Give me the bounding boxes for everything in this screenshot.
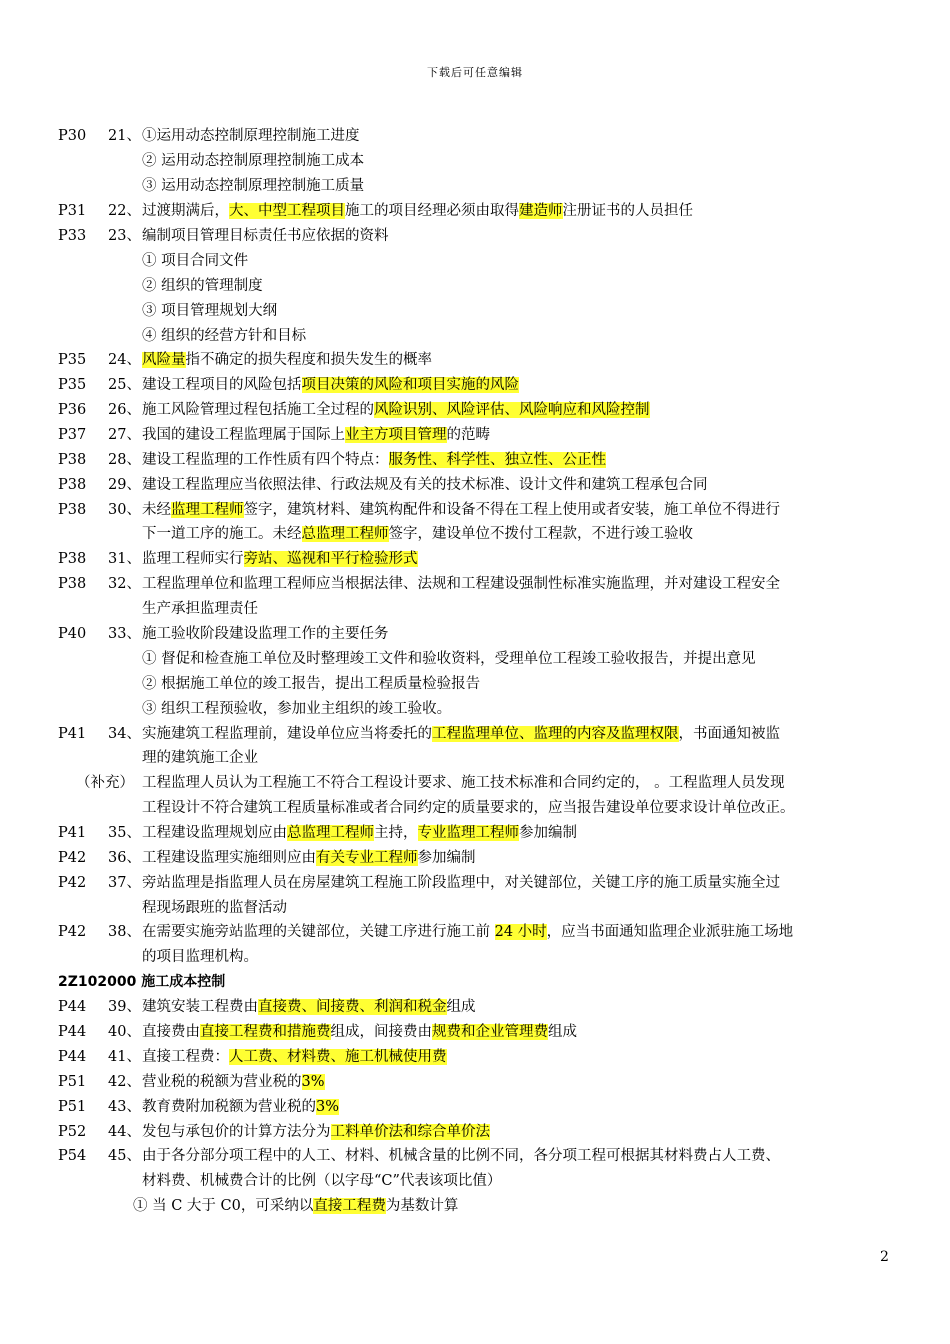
text-segment: 发包与承包价的计算方法分为 bbox=[142, 1124, 331, 1140]
sub-item: ③ 组织工程预验收，参加业主组织的竣工验收。 bbox=[142, 701, 452, 717]
text-segment: 组成，间接费由 bbox=[330, 1024, 432, 1040]
page-ref: P42 bbox=[58, 850, 87, 866]
sub-item: ④ 组织的经营方针和目标 bbox=[142, 328, 307, 344]
highlight: 3% bbox=[316, 1099, 340, 1115]
sub-item: ③ 项目管理规划大纲 bbox=[142, 303, 278, 319]
page-ref: P30 bbox=[58, 128, 87, 144]
item-number: 43、 bbox=[108, 1099, 141, 1115]
item-text: 由于各分部分项工程中的人工、材料、机械含量的比例不同，各分项工程可根据其材料费占人工费、 bbox=[142, 1148, 780, 1164]
item-42 bbox=[0, 1070, 950, 1095]
page-ref: P40 bbox=[58, 626, 87, 642]
item-number: 36、 bbox=[108, 850, 141, 866]
page-header: 下载后可任意编辑 bbox=[427, 66, 523, 79]
highlight: 人工费、材料费、施工机械使用费 bbox=[229, 1049, 447, 1065]
page-ref: P38 bbox=[58, 502, 87, 518]
page-ref: P44 bbox=[58, 999, 87, 1015]
item-text: 程现场跟班的监督活动 bbox=[142, 900, 287, 916]
item-44 bbox=[0, 1120, 950, 1145]
item-text bbox=[142, 846, 476, 870]
item-26 bbox=[0, 398, 950, 423]
item-21 bbox=[0, 124, 950, 149]
item-number: 31、 bbox=[108, 551, 141, 567]
item-text bbox=[142, 199, 693, 223]
highlight: 24 小时 bbox=[494, 924, 547, 940]
item-text: 理的建筑施工企业 bbox=[142, 750, 258, 766]
page-ref: P51 bbox=[58, 1099, 87, 1115]
page-ref: P35 bbox=[58, 377, 87, 393]
highlight: 工料单价法和综合单价法 bbox=[330, 1124, 490, 1140]
item-text: 的项目监理机构。 bbox=[142, 949, 258, 965]
page-ref: P44 bbox=[58, 1024, 87, 1040]
item-text: 建设工程监理应当依照法律、行政法规及有关的技术标准、设计文件和建筑工程承包合同 bbox=[142, 477, 708, 493]
highlight: 风险识别、风险评估、风险响应和风险控制 bbox=[374, 402, 650, 418]
item-21-sub bbox=[0, 149, 950, 174]
item-number: 41、 bbox=[108, 1049, 141, 1065]
highlight: 直接工程费和措施费 bbox=[200, 1024, 331, 1040]
item-33 bbox=[0, 622, 950, 647]
item-text: 生产承担监理责任 bbox=[142, 601, 258, 617]
item-text: 施工验收阶段建设监理工作的主要任务 bbox=[142, 626, 389, 642]
highlight: 建造师 bbox=[519, 203, 563, 219]
item-45-cont bbox=[0, 1169, 950, 1194]
item-33-sub bbox=[0, 647, 950, 672]
highlight: 直接工程费 bbox=[313, 1198, 386, 1214]
item-number: 23、 bbox=[108, 228, 141, 244]
page-ref: P37 bbox=[58, 427, 87, 443]
item-number: 29、 bbox=[108, 477, 141, 493]
item-number: 24、 bbox=[108, 352, 141, 368]
item-text bbox=[142, 348, 432, 372]
item-23-sub bbox=[0, 299, 950, 324]
item-36 bbox=[0, 846, 950, 871]
item-number: 25、 bbox=[108, 377, 141, 393]
item-text bbox=[142, 522, 693, 546]
page-ref: P52 bbox=[58, 1124, 87, 1140]
highlight: 风险量 bbox=[142, 352, 186, 368]
item-number: 28、 bbox=[108, 452, 141, 468]
text-segment: 建筑安装工程费由 bbox=[142, 999, 258, 1015]
page-ref: P44 bbox=[58, 1049, 87, 1065]
text-segment: ，书面通知被监 bbox=[678, 726, 780, 742]
page-ref: P33 bbox=[58, 228, 87, 244]
item-30-cont bbox=[0, 522, 950, 547]
supplement bbox=[0, 771, 950, 796]
text-segment: 实施建筑工程监理前，建设单位应当将委托的 bbox=[142, 726, 432, 742]
text-segment: 下一道工序的施工。未经 bbox=[142, 526, 302, 542]
text-segment: 的范畴 bbox=[446, 427, 490, 443]
page-ref: P41 bbox=[58, 726, 87, 742]
item-34-cont bbox=[0, 746, 950, 771]
item-43 bbox=[0, 1095, 950, 1120]
item-number: 35、 bbox=[108, 825, 141, 841]
item-24 bbox=[0, 348, 950, 373]
item-text: 工程监理单位和监理工程师应当根据法律、法规和工程建设强制性标准实施监理，并对建设工程安全 bbox=[142, 576, 780, 592]
text-segment: 工程建设监理实施细则应由 bbox=[142, 850, 316, 866]
highlight: 规费和企业管理费 bbox=[432, 1024, 548, 1040]
item-45-sub bbox=[0, 1194, 950, 1219]
highlight: 监理工程师 bbox=[171, 502, 244, 518]
item-text bbox=[142, 722, 780, 746]
sub-item: ① 督促和检查施工单位及时整理竣工文件和验收资料，受理单位工程竣工验收报告，并提出意见 bbox=[142, 651, 756, 667]
item-text bbox=[142, 398, 650, 422]
item-31 bbox=[0, 547, 950, 572]
page-ref: P51 bbox=[58, 1074, 87, 1090]
text-segment: 教育费附加税额为营业税的 bbox=[142, 1099, 316, 1115]
text-segment: 未经 bbox=[142, 502, 171, 518]
item-39 bbox=[0, 995, 950, 1020]
item-number: 37、 bbox=[108, 875, 141, 891]
item-30 bbox=[0, 498, 950, 523]
text-segment: 营业税的税额为营业税的 bbox=[142, 1074, 302, 1090]
item-number: 27、 bbox=[108, 427, 141, 443]
item-41 bbox=[0, 1045, 950, 1070]
text-segment: ① 当 C 大于 C0，可采纳以 bbox=[133, 1198, 314, 1214]
item-28 bbox=[0, 448, 950, 473]
item-text: 旁站监理是指监理人员在房屋建筑工程施工阶段监理中，对关键部位，关键工序的施工质量实施全过 bbox=[142, 875, 780, 891]
item-32-cont bbox=[0, 597, 950, 622]
item-number: 40、 bbox=[108, 1024, 141, 1040]
item-29 bbox=[0, 473, 950, 498]
item-number: 38、 bbox=[108, 924, 141, 940]
highlight: 工程监理单位、监理的内容及监理权限 bbox=[432, 726, 679, 742]
text-segment: 工程建设监理规划应由 bbox=[142, 825, 287, 841]
item-text bbox=[142, 920, 793, 944]
item-text bbox=[142, 1045, 447, 1069]
text-segment: 过渡期满后， bbox=[142, 203, 229, 219]
highlight: 总监理工程师 bbox=[287, 825, 374, 841]
item-33-sub bbox=[0, 672, 950, 697]
item-text bbox=[142, 498, 780, 522]
page-ref: P42 bbox=[58, 875, 87, 891]
supplement-cont bbox=[0, 796, 950, 821]
text-segment: ，应当书面通知监理企业派驻施工场地 bbox=[546, 924, 794, 940]
item-text bbox=[142, 448, 606, 472]
item-text bbox=[142, 373, 519, 397]
item-23-sub bbox=[0, 324, 950, 349]
highlight: 项目决策的风险和项目实施的风险 bbox=[301, 377, 519, 393]
text-segment: 直接工程费： bbox=[142, 1049, 229, 1065]
item-37 bbox=[0, 871, 950, 896]
text-segment: 我国的建设工程监理属于国际上 bbox=[142, 427, 345, 443]
item-text bbox=[142, 1070, 325, 1094]
highlight: 业主方项目管理 bbox=[345, 427, 447, 443]
page-ref: P35 bbox=[58, 352, 87, 368]
item-23-sub bbox=[0, 249, 950, 274]
text-segment: 在需要实施旁站监理的关键部位，关键工序进行施工前 bbox=[142, 924, 495, 940]
item-text bbox=[142, 1020, 577, 1044]
text-segment: 组成 bbox=[548, 1024, 577, 1040]
item-number: 32、 bbox=[108, 576, 141, 592]
text-segment: 参加编制 bbox=[519, 825, 577, 841]
item-number: 26、 bbox=[108, 402, 141, 418]
item-number: 34、 bbox=[108, 726, 141, 742]
item-22 bbox=[0, 199, 950, 224]
highlight: 旁站、巡视和平行检验形式 bbox=[243, 551, 418, 567]
highlight: 大、中型工程项目 bbox=[229, 203, 345, 219]
text-segment: 注册证书的人员担任 bbox=[562, 203, 693, 219]
item-text bbox=[142, 1120, 490, 1144]
supplement-label: （补充） bbox=[76, 775, 134, 791]
page-ref: P38 bbox=[58, 576, 87, 592]
item-35 bbox=[0, 821, 950, 846]
item-23-sub bbox=[0, 274, 950, 299]
item-text bbox=[142, 995, 476, 1019]
item-number: 44、 bbox=[108, 1124, 141, 1140]
sub-item bbox=[133, 1194, 458, 1218]
section-title: 2Z102000 施工成本控制 bbox=[58, 974, 226, 990]
item-text: ①运用动态控制原理控制施工进度 bbox=[142, 128, 360, 144]
text-segment: 建设工程监理的工作性质有四个特点： bbox=[142, 452, 389, 468]
sub-item: ② 根据施工单位的竣工报告，提出工程质量检验报告 bbox=[142, 676, 481, 692]
text-segment: 施工风险管理过程包括施工全过程的 bbox=[142, 402, 374, 418]
text-segment: 指不确定的损失程度和损失发生的概率 bbox=[185, 352, 432, 368]
item-number: 33、 bbox=[108, 626, 141, 642]
page-ref: P38 bbox=[58, 551, 87, 567]
highlight: 有关专业工程师 bbox=[316, 850, 418, 866]
highlight: 专业监理工程师 bbox=[417, 825, 519, 841]
text-segment: 参加编制 bbox=[417, 850, 476, 866]
page-ref: P42 bbox=[58, 924, 87, 940]
page-ref: P54 bbox=[58, 1148, 87, 1164]
page-ref: P38 bbox=[58, 477, 87, 493]
page-ref: P31 bbox=[58, 203, 87, 219]
highlight: 总监理工程师 bbox=[301, 526, 389, 542]
item-text bbox=[142, 821, 577, 845]
item-text: 编制项目管理目标责任书应依据的资料 bbox=[142, 228, 389, 244]
text-segment: 签字，建设单位不拨付工程款，不进行竣工验收 bbox=[388, 526, 693, 542]
text-segment: 建设工程项目的风险包括 bbox=[142, 377, 302, 393]
text-segment: 签字，建筑材料、建筑构配件和设备不得在工程上使用或者安装，施工单位不得进行 bbox=[243, 502, 780, 518]
item-text bbox=[142, 1095, 339, 1119]
sub-item: ② 运用动态控制原理控制施工成本 bbox=[142, 153, 365, 169]
item-45 bbox=[0, 1144, 950, 1169]
item-34 bbox=[0, 722, 950, 747]
item-38-cont bbox=[0, 945, 950, 970]
text-segment: 为基数计算 bbox=[385, 1198, 459, 1214]
item-text: 工程设计不符合建筑工程质量标准或者合同约定的质量要求的，应当报告建设单位要求设计单位改正。 bbox=[142, 800, 795, 816]
item-25 bbox=[0, 373, 950, 398]
item-32 bbox=[0, 572, 950, 597]
text-segment: 直接费由 bbox=[142, 1024, 200, 1040]
sub-item: ② 组织的管理制度 bbox=[142, 278, 263, 294]
page-number: 2 bbox=[880, 1249, 889, 1265]
item-21-sub bbox=[0, 174, 950, 199]
item-38 bbox=[0, 920, 950, 945]
item-number: 42、 bbox=[108, 1074, 141, 1090]
item-text bbox=[142, 423, 490, 447]
sub-item: ③ 运用动态控制原理控制施工质量 bbox=[142, 178, 365, 194]
item-37-cont bbox=[0, 896, 950, 921]
item-40 bbox=[0, 1020, 950, 1045]
sub-item: ① 项目合同文件 bbox=[142, 253, 249, 269]
page-ref: P36 bbox=[58, 402, 87, 418]
item-number: 21、 bbox=[108, 128, 141, 144]
highlight: 3% bbox=[301, 1074, 325, 1090]
item-number: 45、 bbox=[108, 1148, 141, 1164]
item-text bbox=[142, 547, 418, 571]
item-number: 30、 bbox=[108, 502, 141, 518]
item-33-sub bbox=[0, 697, 950, 722]
item-27 bbox=[0, 423, 950, 448]
item-23 bbox=[0, 224, 950, 249]
item-text: 材料费、机械费合计的比例（以字母“C”代表该项比值） bbox=[142, 1173, 502, 1189]
page-ref: P41 bbox=[58, 825, 87, 841]
text-segment: 施工的项目经理必须由取得 bbox=[345, 203, 519, 219]
highlight: 服务性、科学性、独立性、公正性 bbox=[388, 452, 606, 468]
highlight: 直接费、间接费、利润和税金 bbox=[258, 999, 447, 1015]
text-segment: 主持， bbox=[374, 825, 418, 841]
section-heading bbox=[0, 970, 950, 995]
text-segment: 组成 bbox=[446, 999, 476, 1015]
item-number: 22、 bbox=[108, 203, 141, 219]
text-segment: 监理工程师实行 bbox=[142, 551, 244, 567]
item-number: 39、 bbox=[108, 999, 141, 1015]
item-text: 工程监理人员认为工程施工不符合工程设计要求、施工技术标准和合同约定的， 。工程监理人员发现 bbox=[142, 775, 785, 791]
page-ref: P38 bbox=[58, 452, 87, 468]
